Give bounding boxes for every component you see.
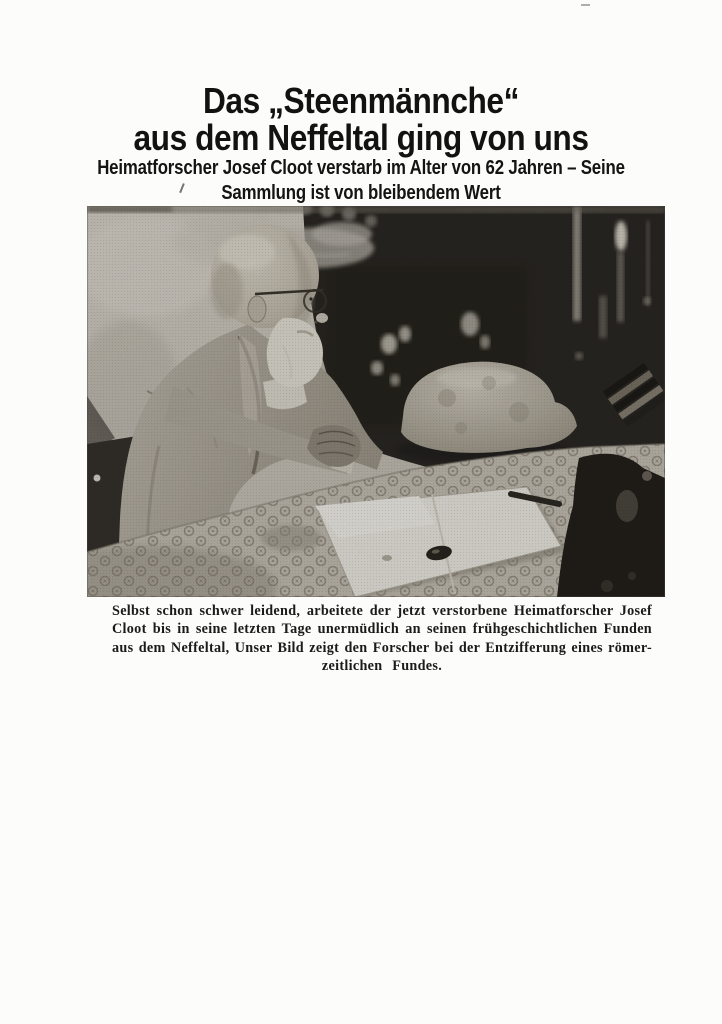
article-subheadline — [65, 155, 657, 205]
caption-line-4: zeitlichen Fundes. — [321, 658, 443, 675]
headline-line-1: Das „Steenmännche“ — [202, 80, 520, 121]
grain-overlay — [87, 206, 665, 597]
headline-line-2: aus dem Neffeltal ging von uns — [133, 117, 589, 158]
article-headline — [43, 82, 678, 156]
caption-line-1: Selbst schon schwer leidend, arbeitete der jetzt verstorbene Heimatforscher Josef — [112, 603, 652, 619]
subheadline-line-1: Heimatforscher Josef Cloot verstarb im Alter von 62 Jahren – Seine — [97, 156, 625, 179]
photo-caption — [112, 602, 652, 676]
caption-line-2: Cloot bis in seine letzten Tage unermüdlich an seinen frühgeschichtlichen Funden — [112, 621, 652, 638]
news-photo-illustration — [87, 206, 665, 597]
subheadline-line-2: Sammlung ist von bleibendem Wert — [221, 181, 501, 204]
news-photo — [87, 206, 665, 597]
scan-artifact-dash — [581, 4, 590, 6]
caption-line-3: aus dem Neffeltal, Unser Bild zeigt den Forscher bei der Entzifferung eines römer- — [112, 639, 652, 656]
